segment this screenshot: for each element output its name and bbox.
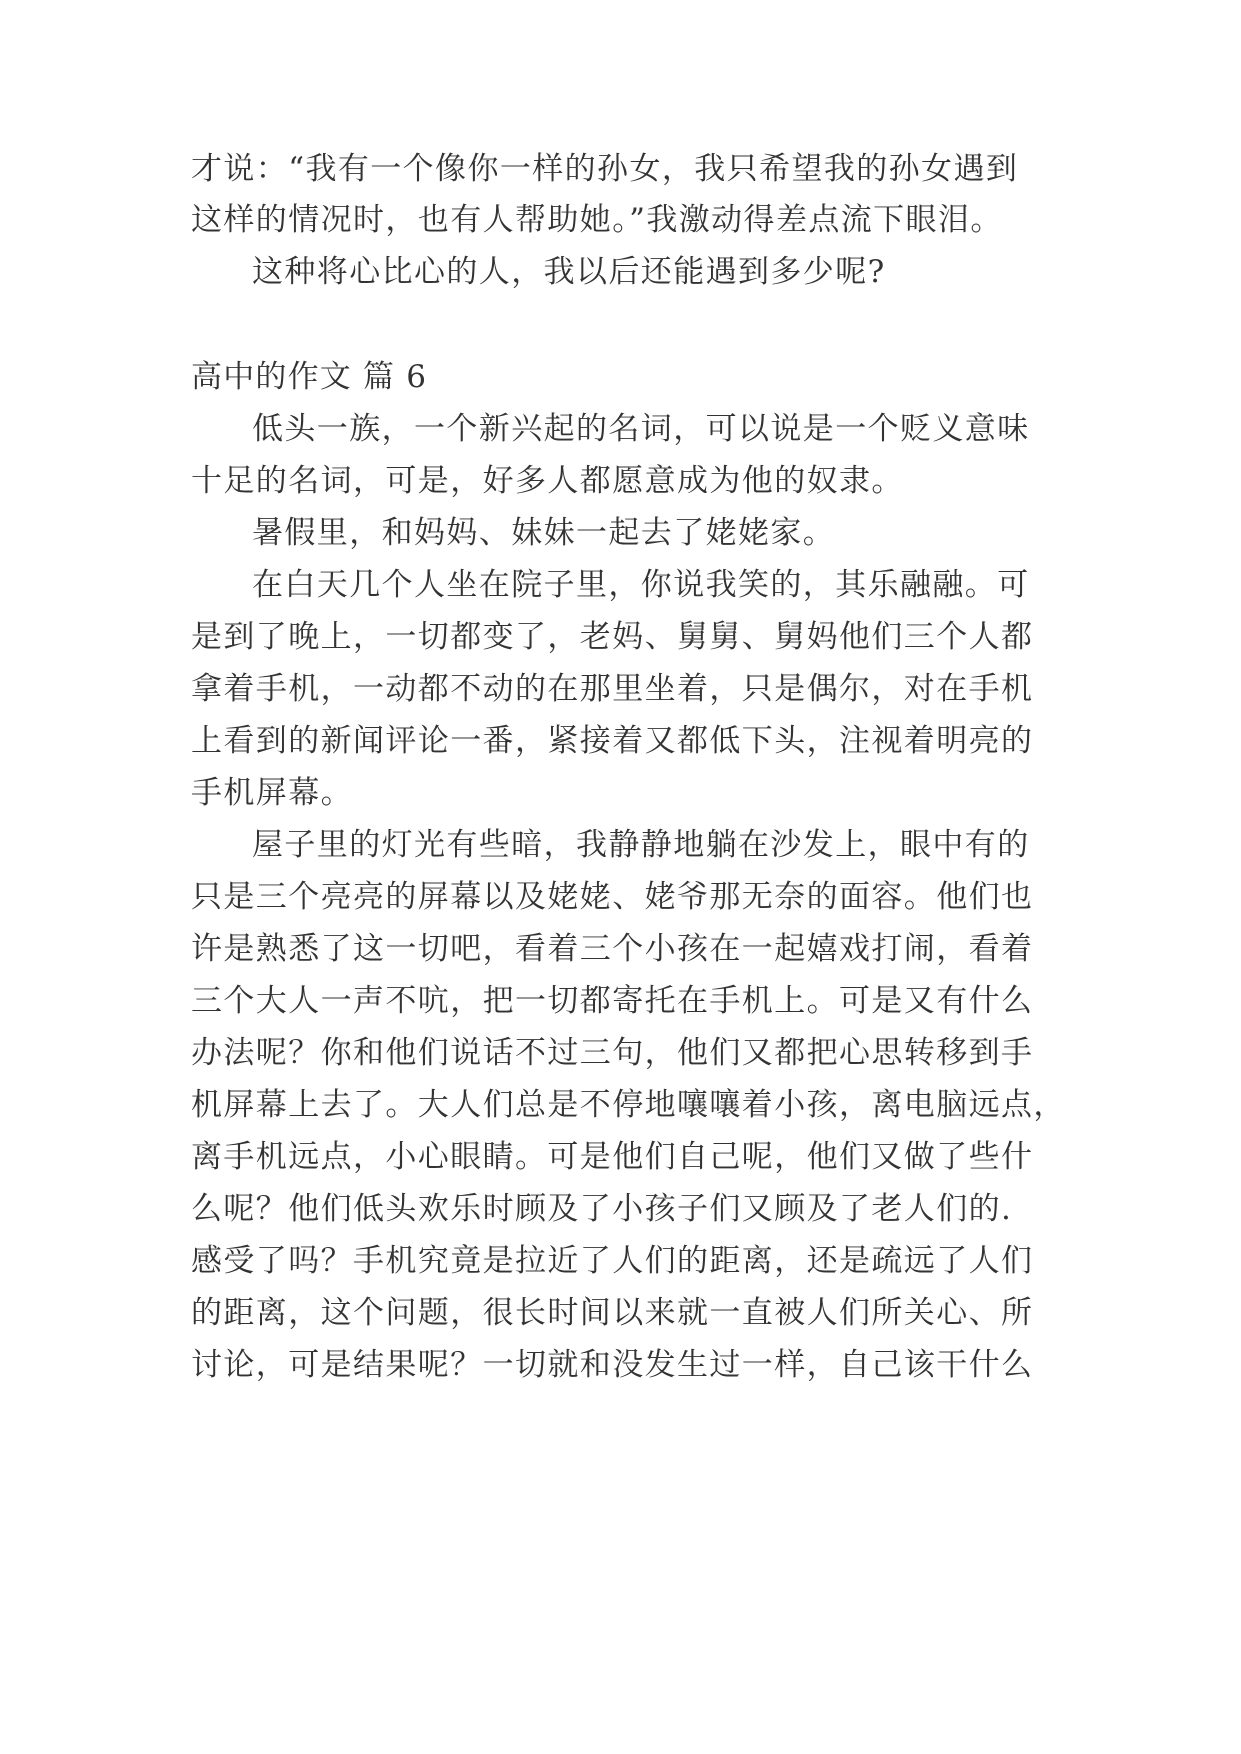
text-line: 拿着手机，一动都不动的在那里坐着，只是偶尔，对在手机: [191, 671, 1034, 707]
text-line: 在白天几个人坐在院子里，你说我笑的，其乐融融。可: [252, 567, 1030, 603]
text-line: 暑假里，和妈妈、妹妹一起去了姥姥家。: [252, 515, 836, 551]
text-line: 么呢？他们低头欢乐时顾及了小孩子们又顾及了老人们的.: [191, 1191, 1013, 1227]
text-line: 才说：“我有一个像你一样的孙女，我只希望我的孙女遇到: [191, 151, 1019, 187]
text-line: 离手机远点，小心眼睛。可是他们自己呢，他们又做了些什: [191, 1139, 1034, 1175]
text-line: 办法呢？你和他们说话不过三句，他们又都把心思转移到手: [191, 1035, 1034, 1071]
text-line: 的距离，这个问题，很长时间以来就一直被人们所关心、所: [191, 1295, 1034, 1331]
text-line: 讨论，可是结果呢？一切就和没发生过一样，自己该干什么: [191, 1347, 1034, 1383]
section-heading: 高中的作文 篇 6: [191, 359, 428, 395]
text-line: 机屏幕上去了。大人们总是不停地嚷嚷着小孩，离电脑远点，: [191, 1087, 1066, 1123]
text-line: 这样的情况时，也有人帮助她。”我激动得差点流下眼泪。: [191, 202, 1003, 238]
text-line: 只是三个亮亮的屏幕以及姥姥、姥爷那无奈的面容。他们也: [191, 879, 1034, 915]
text-line: 手机屏幕。: [191, 775, 353, 811]
text-line: 屋子里的灯光有些暗，我静静地躺在沙发上，眼中有的: [252, 827, 1030, 863]
text-line: 三个大人一声不吭，把一切都寄托在手机上。可是又有什么: [191, 983, 1034, 1019]
text-line: 十足的名词，可是，好多人都愿意成为他的奴隶。: [191, 463, 904, 499]
text-line: 感受了吗？手机究竟是拉近了人们的距离，还是疏远了人们: [191, 1243, 1034, 1279]
text-line: 上看到的新闻评论一番，紧接着又都低下头，注视着明亮的: [191, 723, 1034, 759]
text-line: 许是熟悉了这一切吧，看着三个小孩在一起嬉戏打闹，看着: [191, 931, 1034, 967]
text-line: 这种将心比心的人，我以后还能遇到多少呢?: [252, 254, 886, 290]
text-line: 是到了晚上，一切都变了，老妈、舅舅、舅妈他们三个人都: [191, 619, 1034, 655]
text-line: 低头一族，一个新兴起的名词，可以说是一个贬义意味: [252, 411, 1030, 447]
